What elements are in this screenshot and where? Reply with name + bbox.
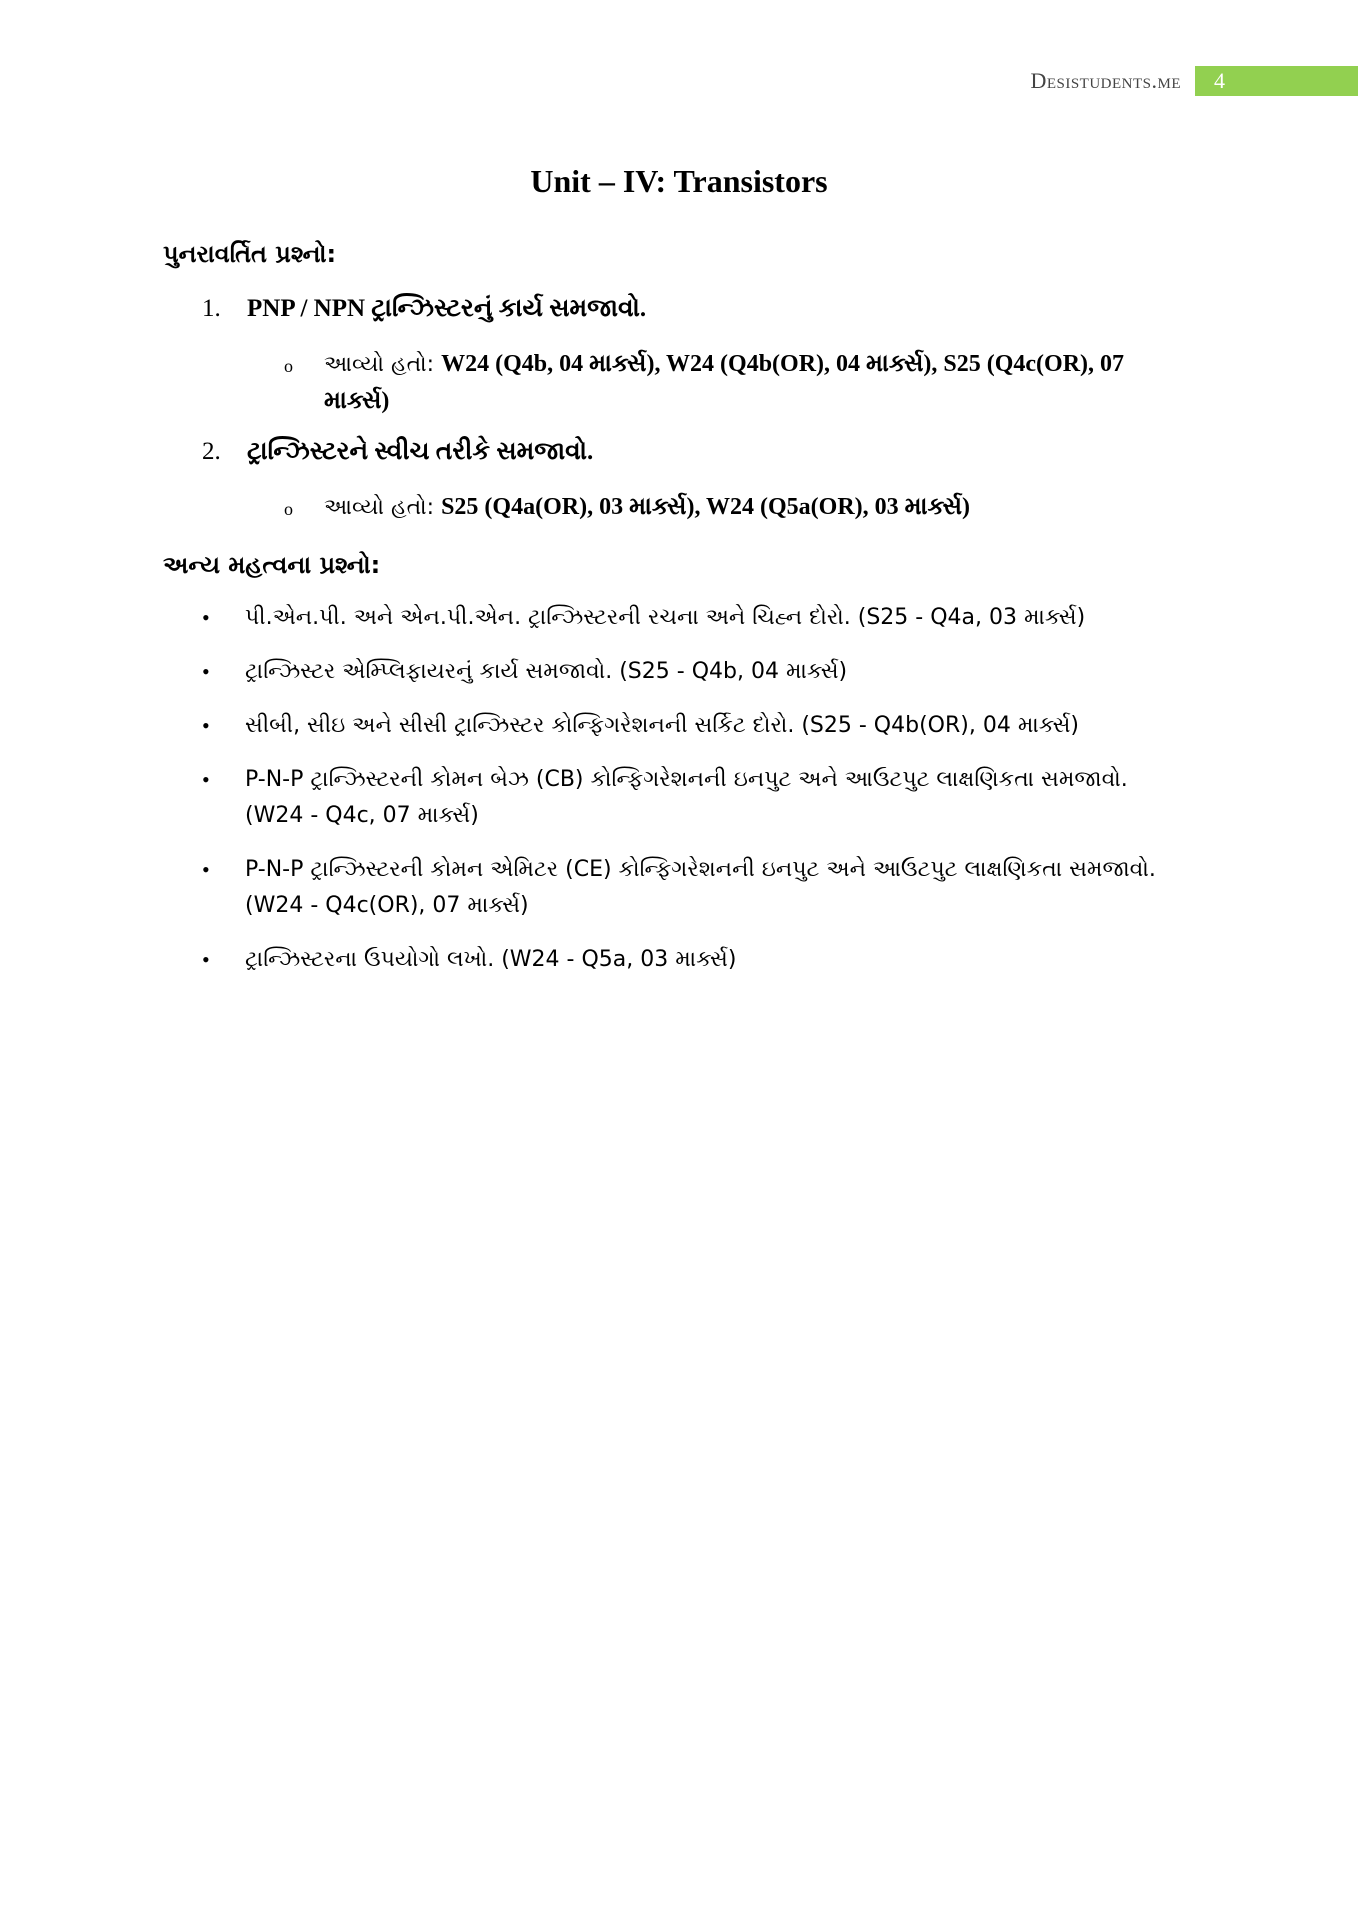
bullet: • [202, 947, 210, 972]
question-text: સીબી, સીઇ અને સીસી ટ્રાન્ઝિસ્ટર કોન્ફિગરેશનની સર્કિટ દોરો. (S25 - Q4b(OR), 04 માર્ક્સ) [245, 713, 1080, 738]
other-question-3 [202, 708, 1162, 744]
appeared-lead: આવ્યો હતો: [324, 495, 442, 520]
sub-bullet: o [284, 356, 293, 376]
repeated-question-1-appeared [284, 346, 1184, 419]
bullet: • [202, 857, 210, 882]
site-name: Desistudents.me [1030, 68, 1181, 93]
repeated-questions-heading: પુનરાવર્તિત પ્રશ્નો: [163, 240, 337, 268]
other-question-1 [202, 600, 1162, 636]
other-question-4 [202, 762, 1162, 834]
appeared-text [324, 489, 970, 527]
other-question-2 [202, 654, 1162, 690]
bullet: • [202, 605, 210, 630]
page-header [1030, 66, 1358, 96]
bullet: • [202, 713, 210, 738]
list-number: 1. [202, 295, 221, 322]
question-text: ટ્રાન્ઝિસ્ટરના ઉપયોગો લખો. (W24 - Q5a, 03 માર્ક્સ) [245, 947, 737, 972]
list-number: 2. [202, 438, 221, 465]
appeared-lead: આવ્યો હતો: [324, 352, 442, 377]
page-number-badge: 4 [1195, 66, 1358, 96]
repeated-question-1 [202, 295, 1202, 323]
other-questions-heading: અન્ય મહત્વના પ્રશ્નો: [163, 551, 381, 579]
question-text: P-N-P ટ્રાન્ઝિસ્ટરની કોમન એમિટર (CE) કોન્ફિગરેશનની ઇનપુટ અને આઉટપુટ લાક્ષણિકતા સમજાવો. (W24 - Q4c(OR), 07 માર્ક્સ) [245, 857, 1156, 918]
unit-title: Unit – IV: Transistors [530, 163, 828, 199]
question-text: P-N-P ટ્રાન્ઝિસ્ટરની કોમન બેઝ (CB) કોન્ફિગરેશનની ઇનપુટ અને આઉટપુટ લાક્ષણિકતા સમજાવો. (W24 - Q4c, 07 માર્ક્સ) [245, 767, 1128, 828]
other-question-5 [202, 852, 1162, 924]
question-text: પી.એન.પી. અને એન.પી.એન. ટ્રાન્ઝિસ્ટરની રચના અને ચિહ્ન દોરો. (S25 - Q4a, 03 માર્ક્સ) [245, 605, 1086, 630]
repeated-question-2 [202, 438, 1202, 466]
appeared-text [324, 346, 1184, 419]
question-text: PNP / NPN ટ્રાન્ઝિસ્ટરનું કાર્ય સમજાવો. [247, 295, 647, 322]
question-text: ટ્રાન્ઝિસ્ટરને સ્વીચ તરીકે સમજાવો. [247, 438, 594, 465]
repeated-question-2-appeared [284, 489, 1184, 527]
bullet: • [202, 659, 210, 684]
other-question-6 [202, 942, 1162, 978]
appeared-refs: W24 (Q4b, 04 માર્ક્સ), W24 (Q4b(OR), 04 માર્ક્સ), S25 (Q4c(OR), 07 માર્ક્સ) [324, 351, 1125, 414]
appeared-refs: S25 (Q4a(OR), 03 માર્ક્સ), W24 (Q5a(OR), 03 માર્ક્સ) [441, 494, 971, 520]
sub-bullet: o [284, 499, 293, 519]
bullet: • [202, 767, 210, 792]
question-text: ટ્રાન્ઝિસ્ટર એમ્પ્લિફાયરનું કાર્ય સમજાવો. (S25 - Q4b, 04 માર્ક્સ) [245, 659, 848, 684]
